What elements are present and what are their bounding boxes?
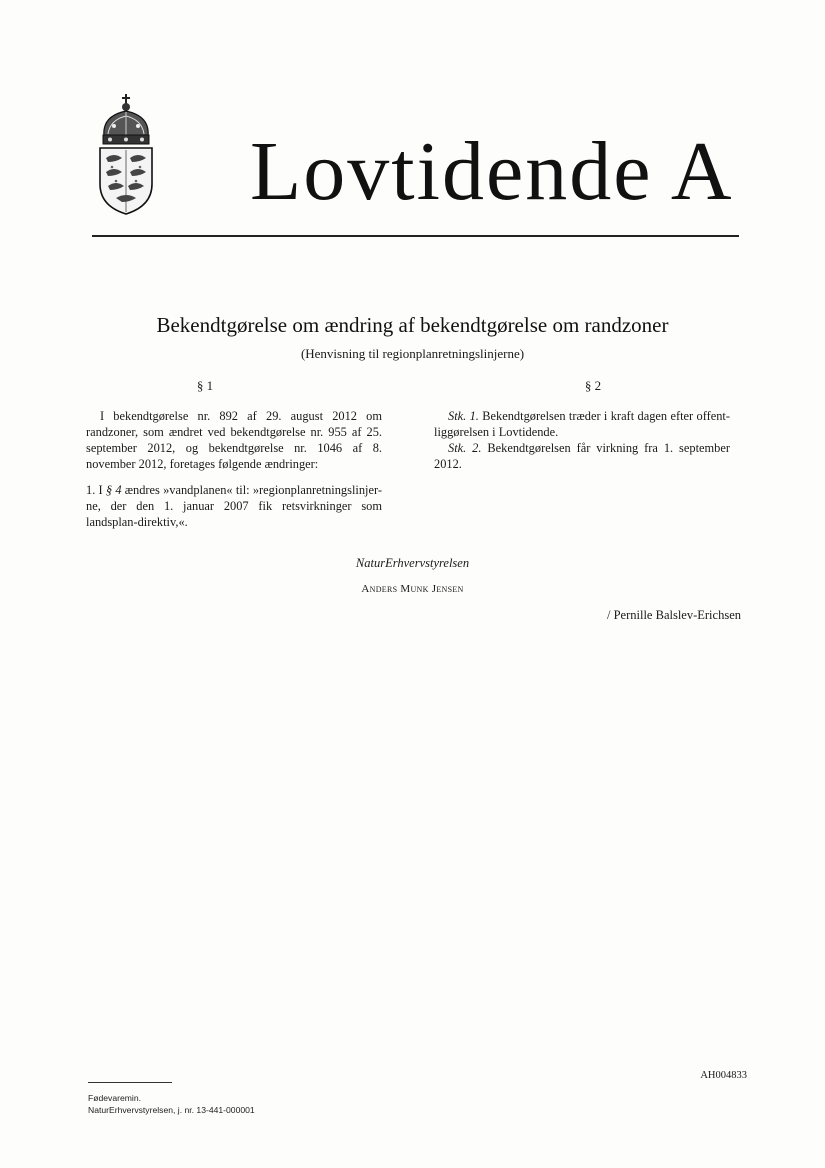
footnote-ministry: Fødevaremin. bbox=[88, 1093, 142, 1103]
section-1-column bbox=[86, 378, 382, 540]
document-code: AH004833 bbox=[700, 1070, 747, 1081]
stk-1-label: Stk. 1. bbox=[448, 409, 479, 423]
footnote-case-number: NaturErhvervstyrelsen, j. nr. 13-441-000001 bbox=[88, 1105, 255, 1115]
royal-coat-of-arms-icon bbox=[94, 92, 158, 216]
document-subtitle: (Henvisning til regionplanretningslinjerne) bbox=[300, 346, 525, 361]
footnote bbox=[88, 1092, 255, 1116]
signer-name: Anders Munk Jensen bbox=[361, 583, 464, 595]
document-title: Bekendtgørelse om ændring af bekendtgørelse om randzoner bbox=[156, 313, 669, 337]
item-prefix: I bbox=[98, 483, 103, 497]
item-number: 1. bbox=[86, 483, 96, 497]
section-2-column bbox=[434, 378, 730, 482]
section-1-heading: § 1 bbox=[196, 378, 214, 393]
header-rule bbox=[92, 235, 739, 237]
agency-name: NaturErhvervstyrelsen bbox=[355, 556, 470, 570]
item-text: ændres »vandplanen« til: »regionplanretningslinjer-ne, der den 1. januar 2007 fik retsvirkninger som landsplan-direktiv,«. bbox=[86, 483, 382, 529]
section-1-intro: I bekendtgørelse nr. 892 af 29. august 2012 om randzoner, som ændret ved bekendtgørelse nr. 955 af 25. september 2012, og bekendtgørelse nr. 1046 af 8. november 2012, foretages følgende ændringer: bbox=[86, 409, 382, 471]
masthead-title: Lovtidende A bbox=[250, 125, 734, 218]
item-section-ref: § 4 bbox=[105, 483, 122, 497]
section-2-stk-2 bbox=[434, 440, 730, 472]
section-2-stk-1 bbox=[434, 408, 730, 440]
footnote-rule bbox=[88, 1082, 172, 1083]
section-1-item bbox=[86, 482, 382, 530]
stk-2-label: Stk. 2. bbox=[448, 441, 482, 455]
cosigner-name: / Pernille Balslev-Erichsen bbox=[607, 608, 741, 622]
stk-1-text: Bekendtgørelsen træder i kraft dagen efter offent-liggørelsen i Lovtidende. bbox=[434, 409, 730, 439]
stk-2-text: Bekendtgørelsen får virkning fra 1. september 2012. bbox=[434, 441, 730, 471]
section-2-heading: § 2 bbox=[584, 378, 602, 393]
